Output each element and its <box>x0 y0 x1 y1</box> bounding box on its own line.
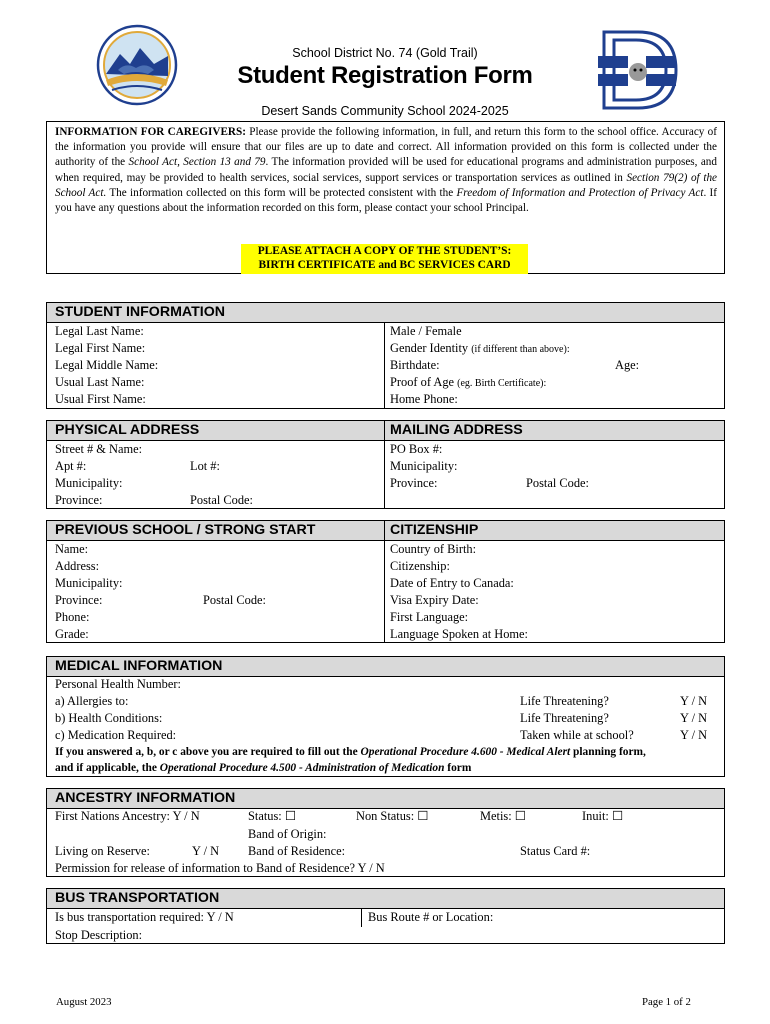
mailing-postal-label: Postal Code: <box>526 476 589 490</box>
district-name: School District No. 74 (Gold Trail) <box>292 46 478 60</box>
column-divider <box>384 520 385 643</box>
prev-phone-label: Phone: <box>55 610 90 624</box>
column-divider <box>361 909 362 927</box>
bus-required-question[interactable]: Is bus transportation required: Y / N <box>55 910 234 924</box>
home-phone-label: Home Phone: <box>390 392 458 406</box>
proof-of-age-note: (eg. Birth Certificate): <box>457 378 547 389</box>
usual-last-name-label: Usual Last Name: <box>55 375 145 389</box>
info-act-2: Section 79(2) of the School Act. <box>55 171 718 199</box>
mailing-address-heading: MAILING ADDRESS <box>390 422 523 438</box>
proof-of-age-text: Proof of Age <box>390 375 455 389</box>
physical-province-label: Province: <box>55 493 103 507</box>
ancestry-heading: ANCESTRY INFORMATION <box>55 790 236 806</box>
allergies-yes-no[interactable]: Y / N <box>680 694 708 708</box>
physical-postal-label: Postal Code: <box>190 493 253 507</box>
status-checkbox[interactable]: Status: ☐ <box>248 809 296 823</box>
prev-grade-label: Grade: <box>55 627 89 641</box>
info-lead: INFORMATION FOR CAREGIVERS: <box>55 126 246 138</box>
medication-procedure: Operational Procedure 4.500 - Administration of Medication <box>159 762 445 774</box>
metis-checkbox[interactable]: Metis: ☐ <box>480 809 526 823</box>
non-status-checkbox[interactable]: Non Status: ☐ <box>356 809 429 823</box>
caregiver-info-text <box>55 125 717 216</box>
info-part-2: . The information provided will be used for educational programs and administration purposes, and when required, may be provided to health services, social services, support services or transportation services as outlined in <box>55 156 717 184</box>
school-year: Desert Sands Community School 2024-2025 <box>261 104 509 118</box>
medical-note-text: form <box>444 762 472 774</box>
allergies-question: Life Threatening? <box>520 694 609 708</box>
legal-middle-name-label: Legal Middle Name: <box>55 358 159 372</box>
release-permission[interactable]: Permission for release of information to Band of Residence? Y / N <box>55 861 385 875</box>
health-number-label: Personal Health Number: <box>55 677 181 691</box>
footer-date: August 2023 <box>56 996 112 1008</box>
usual-first-name-label: Usual First Name: <box>55 392 146 406</box>
info-act-1: School Act, Section 13 and 79 <box>128 156 266 169</box>
medical-note-text: planning form, <box>570 746 646 758</box>
medication-question: Taken while at school? <box>520 728 634 742</box>
inuit-checkbox[interactable]: Inuit: ☐ <box>582 809 624 823</box>
apt-label: Apt #: <box>55 459 87 473</box>
band-of-residence-label: Band of Residence: <box>248 844 346 858</box>
info-part-1: Please provide the following information, in full, and return this form to the school office. Accuracy of the information you provide will ensure that our files are up to date and correct. All information provided on this form is collected under the authority of the <box>55 126 717 169</box>
info-part-4: . If you have any questions about the information recorded on this form, please contact your school Principal. <box>55 186 717 215</box>
first-language-label: First Language: <box>390 610 469 624</box>
birthdate-label: Birthdate: <box>390 358 440 372</box>
bus-route-label: Bus Route # or Location: <box>368 910 494 924</box>
mailing-municipality-label: Municipality: <box>390 459 458 473</box>
citizenship-label: Citizenship: <box>390 559 450 573</box>
bus-heading: BUS TRANSPORTATION <box>55 890 220 906</box>
citizenship-heading: CITIZENSHIP <box>390 522 479 538</box>
info-part-3: The information collected on this form will be protected consistent with the <box>106 186 457 199</box>
attach-notice-line-2: BIRTH CERTIFICATE and BC SERVICES CARD <box>258 259 511 271</box>
prev-postal-label: Postal Code: <box>203 593 266 607</box>
info-act-3: Freedom of Information and Protection of Privacy Act <box>456 186 704 199</box>
band-of-origin-label: Band of Origin: <box>248 827 327 841</box>
medical-alert-procedure: Operational Procedure 4.600 - Medical Alert <box>360 746 571 758</box>
country-of-birth-label: Country of Birth: <box>390 542 477 556</box>
allergies-label: a) Allergies to: <box>55 694 129 708</box>
street-label: Street # & Name: <box>55 442 143 456</box>
first-nations-ancestry[interactable]: First Nations Ancestry: Y / N <box>55 809 200 823</box>
legal-first-name-label: Legal First Name: <box>55 341 146 355</box>
medication-yes-no[interactable]: Y / N <box>680 728 708 742</box>
medication-label: c) Medication Required: <box>55 728 177 742</box>
student-info-heading: STUDENT INFORMATION <box>55 304 225 320</box>
medical-heading: MEDICAL INFORMATION <box>55 658 223 674</box>
legal-last-name-label: Legal Last Name: <box>55 324 144 338</box>
sex-choice[interactable]: Male / Female <box>390 324 462 338</box>
living-on-reserve-yes-no[interactable]: Y / N <box>192 844 220 858</box>
health-conditions-question: Life Threatening? <box>520 711 609 725</box>
lot-label: Lot #: <box>190 459 220 473</box>
health-conditions-label: b) Health Conditions: <box>55 711 163 725</box>
column-divider <box>384 323 385 409</box>
form-title: Student Registration Form <box>237 62 533 89</box>
gender-identity-text: Gender Identity <box>390 341 469 355</box>
medical-note-text: and if applicable, the <box>55 762 160 774</box>
gender-identity-note: (if different than above): <box>471 344 570 355</box>
physical-municipality-label: Municipality: <box>55 476 123 490</box>
mailing-province-label: Province: <box>390 476 438 490</box>
page-number: Page 1 of 2 <box>642 996 691 1008</box>
physical-address-heading: PHYSICAL ADDRESS <box>55 422 200 438</box>
previous-school-heading: PREVIOUS SCHOOL / STRONG START <box>55 522 316 538</box>
living-on-reserve-label: Living on Reserve: <box>55 844 150 858</box>
prev-province-label: Province: <box>55 593 103 607</box>
medical-note-line-2 <box>55 760 471 777</box>
po-box-label: PO Box #: <box>390 442 443 456</box>
medical-note-text: If you answered a, b, or c above you are required to fill out the <box>55 746 361 758</box>
medical-note-line-1 <box>55 744 646 761</box>
health-conditions-yes-no[interactable]: Y / N <box>680 711 708 725</box>
column-divider <box>384 420 385 509</box>
date-of-entry-label: Date of Entry to Canada: <box>390 576 514 590</box>
attach-notice-line-1: PLEASE ATTACH A COPY OF THE STUDENT’S: <box>257 245 512 257</box>
age-label: Age: <box>615 358 640 372</box>
prev-name-label: Name: <box>55 542 89 556</box>
home-language-label: Language Spoken at Home: <box>390 627 528 641</box>
status-card-label: Status Card #: <box>520 844 591 858</box>
visa-expiry-label: Visa Expiry Date: <box>390 593 479 607</box>
prev-municipality-label: Municipality: <box>55 576 123 590</box>
prev-address-label: Address: <box>55 559 100 573</box>
stop-description-label: Stop Description: <box>55 928 143 942</box>
